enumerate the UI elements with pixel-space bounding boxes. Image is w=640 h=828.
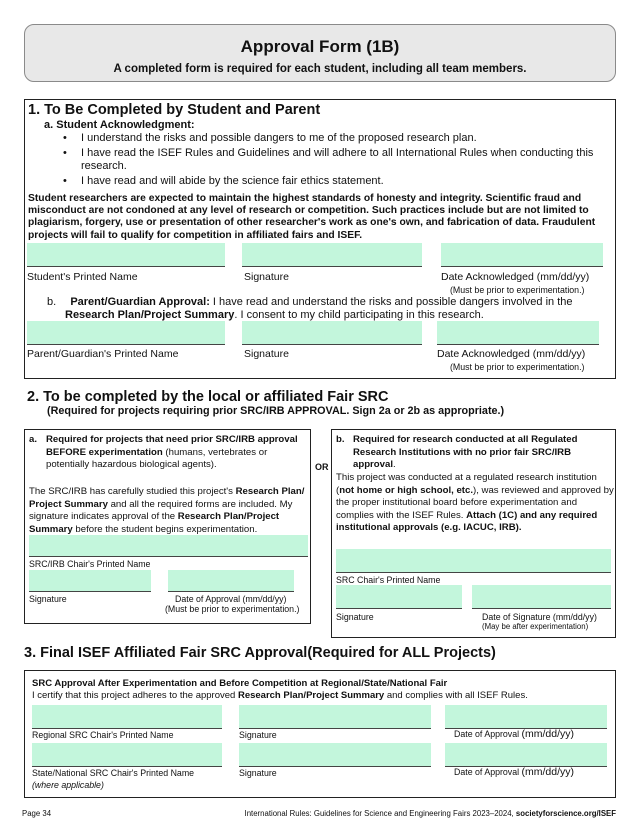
regional-signature-field[interactable] — [239, 705, 431, 729]
certify-text-1: I certify that this project adheres to the approved — [32, 690, 238, 701]
parent-date-note: (Must be prior to experimentation.) — [450, 362, 585, 372]
box-b-text-2 — [336, 472, 614, 535]
src-chair-signature-field[interactable] — [336, 585, 462, 609]
src-irb-date-line — [168, 591, 294, 592]
or-label: OR — [315, 462, 329, 472]
state-date-label — [454, 766, 574, 778]
src-chair-signature-line — [336, 608, 462, 609]
research-plan-term: Research Plan/Project Summary — [65, 309, 235, 321]
form-header — [24, 24, 616, 82]
src-chair-date-note: (May be after experimentation) — [482, 622, 589, 631]
parent-date-field[interactable] — [437, 321, 599, 345]
state-signature-field[interactable] — [239, 743, 431, 767]
state-chair-name-field[interactable] — [32, 743, 222, 767]
box-b-period: . — [393, 459, 396, 470]
page-number: Page 34 — [22, 809, 52, 818]
box-a-statement-2: and all the required forms are included. My signature indicates approval of the — [29, 498, 293, 522]
state-chair-note: (where applicable) — [32, 780, 104, 790]
parent-signature-label: Signature — [244, 348, 289, 360]
regional-chair-name-line — [32, 728, 222, 729]
src-chair-date-line — [472, 608, 611, 609]
regional-signature-label: Signature — [239, 730, 277, 740]
certify-plan-term: Research Plan/Project Summary — [237, 690, 385, 701]
footer-doc-title — [245, 809, 616, 818]
student-date-label: Date Acknowledged (mm/dd/yy) — [441, 271, 590, 283]
acknowledgment-item: • I understand the risks and possible dangers to me of the proposed research plan. — [63, 132, 603, 145]
parent-date-line — [437, 344, 599, 345]
section-2-heading: 2. To be completed by the local or affiliated Fair SRC — [27, 389, 389, 405]
src-chair-signature-label: Signature — [336, 612, 374, 622]
box-a-requirement-detail: (humans, vertebrates or potentially hazardous biological agents). — [46, 446, 268, 470]
state-signature-line — [239, 766, 431, 767]
parent-approval-statement — [47, 296, 607, 322]
regional-date-label — [454, 728, 574, 740]
src-irb-signature-label: Signature — [29, 594, 67, 604]
form-subtitle: A completed form is required for each student, including all team members. — [113, 63, 527, 75]
form-title: Approval Form (1B) — [240, 37, 400, 56]
src-irb-chair-name-line — [29, 556, 308, 557]
box-a-plan-term-2: Research Plan/Project Summary — [29, 511, 280, 535]
section-3-heading: 3. Final ISEF Affiliated Fair SRC Approval(Required for ALL Projects) — [24, 645, 496, 661]
regional-signature-line — [239, 728, 431, 729]
parent-name-field[interactable] — [27, 321, 225, 345]
parent-approval-text-1: I have read and understand the risks and possible dangers involved in the — [209, 296, 573, 308]
parent-approval-text-2: . I consent to my child participating in this research. — [234, 309, 484, 321]
box-a-statement-1: The SRC/IRB has carefully studied this project's — [29, 486, 236, 497]
src-chair-name-line — [336, 572, 611, 573]
src-chair-name-label: SRC Chair's Printed Name — [336, 575, 441, 585]
src-irb-signature-field[interactable] — [29, 570, 151, 592]
regional-date-field[interactable] — [445, 705, 607, 729]
regional-chair-name-label: Regional SRC Chair's Printed Name — [32, 730, 174, 740]
src-chair-date-label: Date of Signature (mm/dd/yy) — [482, 612, 597, 622]
footer-website: societyforscience.org/ISEF — [515, 809, 616, 818]
student-signature-label: Signature — [244, 271, 289, 283]
section-3-approval-title: SRC Approval After Experimentation and Before Competition at Regional/State/National Fair — [32, 678, 448, 689]
box-a-text-1 — [29, 434, 307, 472]
section-1-heading: 1. To Be Completed by Student and Parent — [28, 102, 321, 118]
parent-name-label: Parent/Guardian's Printed Name — [27, 348, 179, 360]
box-b-requirement: Required for research conducted at all Regulated Research Institutions with no prior fair SRC/IRB approval — [353, 434, 578, 470]
box-a-letter: a. — [29, 434, 38, 445]
regional-date-format: (mm/dd/yy) — [521, 728, 574, 740]
regional-chair-name-field[interactable] — [32, 705, 222, 729]
src-irb-date-note: (Must be prior to experimentation.) — [165, 604, 300, 614]
student-name-label: Student's Printed Name — [27, 271, 138, 283]
section-1 — [24, 99, 616, 379]
state-chair-name-label: State/National SRC Chair's Printed Name — [32, 768, 195, 778]
box-a-plan-term: Research Plan/ Project Summary — [29, 486, 305, 510]
box-a-statement-3: before the student begins experimentation. — [72, 523, 258, 535]
student-name-field[interactable] — [27, 243, 225, 267]
src-chair-name-field[interactable] — [336, 549, 611, 573]
parent-signature-line — [242, 344, 422, 345]
box-b-not-home: not home or high school, etc. — [339, 484, 473, 496]
state-chair-name-line — [32, 766, 222, 767]
section-3-certify — [32, 690, 528, 701]
student-date-field[interactable] — [441, 243, 603, 267]
src-irb-chair-name-label: SRC/IRB Chair's Printed Name — [29, 559, 151, 569]
box-b-attach-note: Attach (1C) and any required institutional approvals (e.g. IACUC, IRB). — [336, 509, 598, 533]
regulated-institution-box — [331, 429, 616, 638]
state-date-format: (mm/dd/yy) — [521, 766, 574, 778]
state-signature-label: Signature — [239, 768, 277, 778]
parent-name-line — [27, 344, 225, 345]
student-acknowledgment-heading: a. Student Acknowledgment: — [44, 119, 195, 131]
box-b-letter: b. — [336, 434, 345, 445]
src-irb-signature-line — [29, 591, 151, 592]
src-irb-date-label: Date of Approval (mm/dd/yy) — [175, 594, 287, 604]
acknowledgment-list — [63, 132, 603, 190]
src-irb-approval-box — [24, 429, 311, 624]
ethics-statement: Student researchers are expected to maintain the highest standards of honesty and integrity. Scientific fraud and misconduct are not condoned at any level of research or competition. Such practices include but are not limited to plagiarism, forgery, use or presentation of other researcher's work as one's own, and fabrication of data. Fraudulent projects will fail to qualify for competition in affiliated fairs and ISEF. — [28, 193, 596, 241]
state-date-field[interactable] — [445, 743, 607, 767]
student-signature-line — [242, 266, 422, 267]
student-date-note: (Must be prior to experimentation.) — [450, 285, 585, 295]
box-a-requirement: Required for projects that need prior SRC/IRB approval BEFORE experimentation — [46, 434, 298, 458]
student-name-line — [27, 266, 225, 267]
state-date-label-text: Date of Approval — [454, 767, 522, 777]
box-a-text-2 — [29, 486, 309, 536]
parent-approval-letter: b. — [47, 296, 57, 308]
parent-signature-field[interactable] — [242, 321, 422, 345]
parent-date-label: Date Acknowledged (mm/dd/yy) — [437, 348, 586, 360]
parent-approval-heading: Parent/Guardian Approval: — [70, 296, 210, 308]
box-b-statement-1: This project was conducted at a regulated research institution ( — [336, 472, 597, 496]
certify-text-2: and complies with all ISEF Rules. — [384, 690, 528, 701]
acknowledgment-item: • I have read and will abide by the science fair ethics statement. — [63, 175, 603, 188]
section-3 — [24, 670, 616, 798]
box-b-statement-2: ), was reviewed and approved by the proper institutional board before experimentation and complies with the ISEF Rules. — [336, 484, 614, 521]
src-irb-date-field[interactable] — [168, 570, 294, 592]
regional-date-label-text: Date of Approval — [454, 729, 522, 739]
src-chair-date-field[interactable] — [472, 585, 611, 609]
student-signature-field[interactable] — [242, 243, 422, 267]
src-irb-chair-name-field[interactable] — [29, 535, 308, 557]
acknowledgment-item: • I have read the ISEF Rules and Guidelines and will adhere to all International Rules when conducting this research. — [63, 147, 603, 173]
student-date-line — [441, 266, 603, 267]
box-b-text-1 — [336, 434, 612, 472]
footer-title-text: International Rules: Guidelines for Science and Engineering Fairs 2023–2024, — [244, 809, 516, 818]
section-2-subheading: (Required for projects requiring prior SRC/IRB APPROVAL. Sign 2a or 2b as appropriate.) — [47, 405, 505, 417]
